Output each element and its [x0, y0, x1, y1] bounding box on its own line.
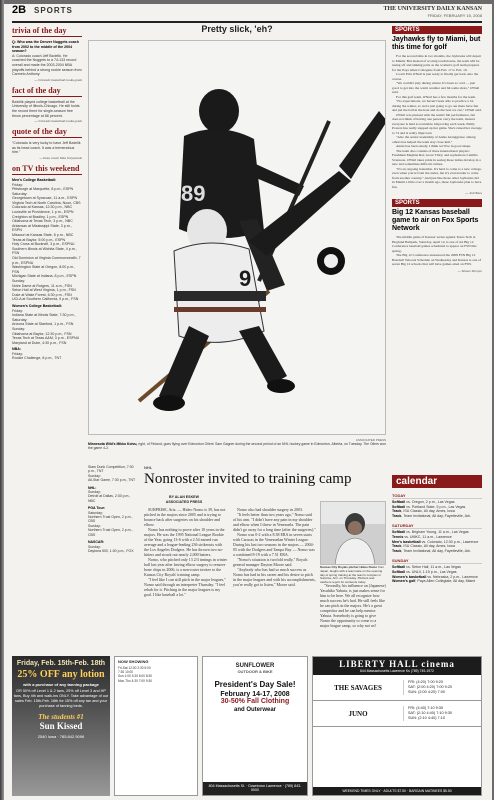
header-rule — [12, 21, 482, 23]
tv-listing-line: Texas Tech at Texas A&M, 3 p.m., ESPNU — [12, 336, 80, 341]
calendar-event-sport: Men's basketball — [392, 539, 421, 544]
film-listings — [313, 675, 481, 727]
tv-section-head: Men's College Basketball: — [12, 177, 57, 182]
quote-title: quote of the day — [12, 127, 82, 138]
film-time-line: FRI: (4:40) 7:10 9:30 — [408, 706, 444, 710]
calendar-event-sport: Track — [392, 513, 402, 518]
tv-title: on TV this weekend — [12, 164, 82, 175]
tv-listing-line: Colorado at Kansas, 12:30 p.m., NBC — [12, 205, 73, 210]
liberty-hall-name: LIBERTY HALL cinema — [339, 659, 455, 669]
tv-listing-line: Georgetown at Syracuse, 11 a.m., ESPN — [12, 196, 78, 201]
calendar-title: calendar — [392, 475, 482, 488]
calendar-event-sport: Track — [392, 544, 402, 549]
fact-title: fact of the day — [12, 86, 82, 97]
sunflower-sale-offer: 30-50% Fall Clothing — [220, 698, 290, 705]
article-paragraph: "Nomo's situation is twofold really," Royals general manager Dayton Moore said. — [233, 557, 308, 567]
quote-credit: — Duke coach Mike Krzyzewski — [39, 155, 82, 160]
tv-listing-line: Rookie Challenge, 8 p.m., TNT — [12, 356, 62, 361]
film-title: JUNO — [348, 709, 368, 718]
tv-continued-lines — [88, 465, 138, 553]
liberty-hall-address: 644 Massachusetts Lawrence Ks (785) 749-1972 — [360, 669, 434, 673]
calendar-event — [392, 549, 482, 554]
tanning-ad-offer: 25% OFF any lotion — [17, 669, 105, 680]
tv-listing-line: Indiana State at Illinois State, 7:30 p.m., — [12, 313, 76, 318]
calendar-event-sport: Tennis — [392, 534, 404, 539]
sunflower-logo-sub: OUTDOOR & BIKE — [237, 669, 273, 674]
tv-section-head: Women's College Basketball: — [12, 303, 62, 308]
calendar-event-sport: Women's golf — [392, 579, 416, 584]
showtimes-rows — [115, 666, 197, 683]
nomo-caption-text: from Japan, laughs with a teammate on the opening day of spring training at the team's complex in Surprise, Ariz. on Thursday. Pitchers and catchers report for workouts today. — [320, 565, 385, 585]
tanning-ad-tagline: The students #1 — [38, 713, 84, 721]
film-time-line: SUN: (2:00 4:20) 7:00 — [408, 690, 445, 694]
right-column — [392, 26, 482, 471]
trivia-credit: — Colorado basketball media guide — [34, 77, 82, 82]
film-time-line: SAT: (2:00 4:20) 7:00 9:20 — [408, 685, 453, 689]
trivia-question: Q: Who was the Denver Nuggets coach from 2002 to the middle of the 2004 season? — [12, 40, 79, 54]
nomo-caption-lead: Kansas City Royals pitcher Hideo Nomo — [320, 565, 378, 569]
tv-listings-continued — [88, 465, 138, 651]
tv-continued-line: Slam Dunk Competition, 7:30 p.m., TNT — [88, 465, 134, 474]
sunflower-ad[interactable] — [202, 656, 308, 796]
baseball-paragraph: The middle game of Kansas' series against Texas Tech at Hoglund Ballpark, Saturday, April 12, is one of six Big 12 Conference baseball games scheduled to appear on FSN this spring. — [392, 235, 477, 253]
sunflower-logo: SUNFLOWER — [235, 663, 275, 669]
quote-text: "Colorado is very lucky to have Jeff Bzdelik as its head coach. It was a tremendous hire." — [12, 141, 81, 155]
sunflower-footer: 804 Massachusetts St. · Downtown Lawrence · (785) 843-5000 — [203, 782, 307, 795]
calendar-event-detail: vs. UNLV, 1:15 p.m., Las Vegas — [405, 569, 457, 574]
article-kicker: NHL — [144, 465, 153, 470]
trivia-title: trivia of the day — [12, 26, 82, 37]
article-byline — [144, 495, 224, 504]
tv-continued-line: All-Star Game, 7:30 p.m., TNT — [88, 478, 136, 483]
right-section-label-1: SPORTS — [392, 26, 482, 34]
tv-listing-line: Creighton at Bradley, 1 p.m., ESPN — [12, 214, 69, 219]
tv-listing-line: Southern Illinois at Wichita State, 4 p.m., FSN — [12, 246, 77, 256]
tanning-ad-condition: with a purchase of any tanning package — [23, 682, 99, 687]
calendar-days — [392, 493, 482, 584]
film-title: THE SAVAGES — [334, 683, 382, 692]
film-times — [403, 706, 481, 721]
calendar-event-sport: Softball — [392, 504, 406, 509]
baseball-article-body — [392, 235, 482, 267]
byline-agency: ASSOCIATED PRESS — [165, 499, 203, 504]
golf-article-body — [392, 54, 482, 189]
tv-listing-line: Duke at Wake Forest, 6:30 p.m., FSN — [12, 292, 72, 297]
golf-paragraph: "No expectations, we haven't been able to practice a lot during the winter, so we're just going to go out there have fun and put the ball in the hole and do the best we can," O'Neil said. — [392, 99, 482, 112]
golf-paragraph: "Also the senior leadership of Annie Gianggrasso among others has helped the team stay close knit." — [392, 135, 476, 144]
showtime-row: Fri-Sat 12:00 2:30 5:00 — [118, 666, 151, 670]
tv-continued-line: Sunday: — [88, 490, 101, 495]
tv-listing-line: Virginia Tech at North Carolina, Noon, CBS — [12, 200, 81, 205]
tanning-ad-dates: Friday, Feb. 15th-Feb. 18th — [16, 660, 106, 667]
showtimes-ad[interactable] — [114, 656, 198, 796]
calendar-event-detail: , Paya Allen Collegiate, All day, Miami — [415, 579, 476, 584]
nonroster-article-area — [88, 465, 386, 651]
golf-byline: — Jodi Bass — [465, 191, 482, 195]
tv-continued-line: Sunday: — [88, 473, 101, 478]
calendar-event-sport: Softball — [392, 530, 406, 535]
fact-credit: — Colorado basketball media guide — [34, 119, 82, 124]
tv-listing-line: Maryland at Duke, 4:30 p.m., FSN — [12, 340, 67, 345]
sunflower-sale-dates: February 14-17, 2008 — [220, 691, 290, 698]
baseball-paragraph: The Big 12 Conference announced the 2008 FSN Big 12 Baseball Telecast Schedule on Wednesday and Kansas is one of seven Big 12 schools that will have games aired on FSN. — [392, 253, 482, 266]
film-row — [313, 675, 481, 701]
article-paragraph: Nomo, who pitched only 13 2/3 innings in winter ball last year after having elbow surgery to remove bone chips in 2006, is a non-roster invitee to the Kansas City Royals' training camp. — [144, 557, 227, 577]
page-number: 2B — [12, 4, 27, 16]
article-headline: Nonroster invited to training camp — [144, 471, 352, 487]
tv-continued-line: Detroit at Dallas, 2:30 p.m., NBC — [88, 494, 131, 503]
masthead: THE UNIVERSITY DAILY KANSAN — [383, 6, 482, 12]
tv-listing-line: Holy Cross at Bucknell, 3 p.m., ESPNU — [12, 242, 75, 247]
article-paragraph: "It feels better than two years ago," Nomo said of his arm. "I didn't have any pain in my shoulder and elbow when I threw in Venezuela. The pain didn't go away for a long time (after the surgeries)." — [233, 512, 316, 532]
left-column — [12, 26, 82, 656]
calendar-event-detail: vs. Seton Hall, 11 a.m., Las Vegas — [405, 565, 461, 570]
tv-listing-line: Arkansas at Mississippi State, 3 p.m., ESPN — [12, 223, 72, 233]
tv-listing-line: Michigan State at Indiana, 8 p.m., ESPN — [12, 274, 77, 279]
tv-listing-line: Sunday: — [12, 278, 26, 283]
calendar-event-detail: , Team Invitational, All day, Fayetteville, Ark. — [401, 513, 471, 518]
page-header — [12, 6, 482, 20]
tv-listing-line: Missouri at Kansas State, 6 p.m., NBC — [12, 233, 74, 238]
calendar-event-sport: Softball — [392, 569, 406, 574]
showtimes-head: NOW SHOWING — [118, 659, 149, 664]
tv-listing-line: Notre Dame at Rutgers, 11 a.m., FSN — [12, 283, 72, 288]
liberty-hall-header — [313, 657, 481, 675]
calendar-event-detail: vs. Brigham Young, 11 a.m., Las Vegas — [405, 530, 469, 535]
hockey-photo — [88, 40, 386, 435]
calendar-event-sport: Women's basketball — [392, 574, 427, 579]
byline-name: BY ALAN ESKEW — [169, 495, 199, 499]
tv-continued-line: Saturday: — [88, 510, 103, 515]
showtime-row: Mon-Thu 4:30 7:00 9:30 — [118, 678, 153, 683]
calendar-event-detail: vs. Colorado, 12:30 p.m., Lawrence — [420, 539, 479, 544]
nomo-photo-illustration — [321, 502, 386, 565]
tv-continued-line: Sunday: — [88, 523, 101, 528]
calendar-event-sport: Track — [392, 509, 402, 514]
golf-paragraph: O'Neil was pleased with the team's fall performance, but does not think of having one person carry the team, instead everyone is held accountable. Improving each week, Emily Powers has really stepped up her game. She's raised her average to 74 and is really improved. — [392, 112, 482, 135]
photo-caption — [88, 442, 386, 451]
calendar-event — [392, 579, 482, 584]
tanning-ad-details: OR 50% off Level 1 & 2 tans, 25% off Level 3 and HP tans, Buy 4th and walk-ins ONLY. Take advantage of our sales Feb. 15th-Feb. 18th for 15% off any tan and your purchase of tanning beds. — [13, 689, 109, 708]
baseball-byline: — Shawn Shroyer — [457, 268, 482, 273]
tv-continued-line: Sunday: — [88, 544, 101, 549]
liberty-hall-ad[interactable] — [312, 656, 482, 796]
film-time-line: SUN: (2:10 4:40) 7:10 — [408, 716, 445, 720]
calendar-event-detail: vs. UMKC, 11 a.m., Lawrence — [403, 534, 452, 539]
hockey-photo-illustration — [89, 41, 386, 435]
golf-paragraph: Annie has been steady, I think we'll be in good shape. — [396, 144, 472, 148]
film-time-line: FRI: (4:20) 7:00 9:20 — [408, 680, 444, 684]
tv-listing-line: Arizona State at Stanford, 1 p.m., FSN — [12, 322, 74, 327]
calendar-event-sport: Track — [392, 548, 402, 553]
tv-listing-line: Oklahoma at Baylor, 12:30 p.m., FSN — [12, 331, 72, 336]
article-paragraph: Nomo was 0-2 with a 8.38 ERA in seven starts with Caracas in the Venezuelan Winter League. During his last two seasons in the majors — 2004-05 with the Dodgers and Tampa Bay — Nomo was a combined 8-19 with a 7.51 ERA. — [233, 532, 315, 557]
tv-continued-line: Northern Trust Open, 2 p.m., CBS — [88, 515, 133, 524]
tv-listing-line: Friday: — [12, 308, 23, 313]
article-body-continued — [320, 583, 386, 651]
article-paragraph: "Secondly, his influence on (Japanese) Yasuhiko Yabuta, is just makes sense for him to be here. We all recognize how much success he's had. He still feels like he can pitch in the majors. He's a great competitor and he can help mentor Yabuta. Somebody is going to give Nomo the opportunity to come to a major league camp, so why not us? — [320, 583, 386, 628]
tv-listing-line: Old Dominion at Virginia Commonwealth, 7 p.m., ESPNU — [12, 256, 81, 265]
tv-listing-line: Pittsburgh at Marquette, 8 p.m., ESPN — [12, 187, 74, 192]
tv-listing-line: UCLA at Southern California, 9 p.m., FSN — [12, 297, 79, 302]
calendar-event-detail: , ISU Classic, All day, Ames, Iowa — [401, 509, 455, 514]
section-name: SPORTS — [34, 6, 73, 15]
tv-listing-line: Texas at Baylor, 5:00 p.m., ESPN — [12, 237, 66, 242]
tv-listing-line: Oklahoma at Texas Tech, 3 p.m., NBC — [12, 219, 73, 224]
trivia-answer: A: Colorado coach Jeff Bzdelik. He coached the Nuggets to a 74-133 record overall and made the 2003-2004 NBA playoffs behind a strong rookie season from Carmelo Anthony. — [12, 53, 82, 77]
jersey-back-number: 89 — [181, 181, 206, 206]
tv-listing-line: Washington State at Oregon, 8:00 p.m., FSN — [12, 265, 76, 274]
tanning-ad[interactable] — [12, 656, 110, 796]
calendar-day-label: TODAY — [392, 493, 482, 499]
film-times — [403, 680, 481, 695]
fact-text: Bzdelik played college basketball at the University of Illinois-Chicago. He still holds the record there for single-season free throw percentage at 88 percent. — [12, 99, 80, 118]
tv-listing-line: Saturday: — [12, 317, 28, 322]
calendar-event-detail: vs. Nebraska, 2 p.m., Lawrence — [426, 574, 478, 579]
article-paragraph: SURPRISE, Ariz. — Hideo Nomo is 39, has not pitched in the majors since 2005 and is trying to bounce back after surgeries on his shoulder and elbow. — [144, 507, 226, 527]
article-paragraph: Nomo has nothing to prove after 10 years in the majors. He was the 1995 National League Rookie of the Year, going 13-6 with a 2.54 earned run average and a league-leading 236 strikeouts with the Los Angeles Dodgers. He has thrown two no-hitters and struck out nearly 2,000 batters. — [144, 527, 225, 557]
photo-credit: ASSOCIATED PRESS — [355, 438, 386, 442]
golf-paragraph: The team also consists of three international players: Freshmen Meghna Rai, Grace Thiry, and sophomore Camilla Svensson. O'Neil takes pride in seeing these ladies develop in a new and sometimes difficult culture. — [392, 148, 481, 166]
article-paragraph: Nomo also had shoulder surgery in 2003. — [237, 507, 304, 512]
tv-listing-line: Friday: — [12, 351, 23, 356]
tv-continued-line: Daytona 500, 1:00 p.m., FOX — [88, 548, 134, 553]
tv-continued-line: Northern Trust Open, 2 p.m., CBS — [88, 528, 133, 537]
golf-paragraph: For the second time in two months, the Jayhawks will depart to Miami. But instead of scoring touchdowns, the team will be teeing off and sinking putts as the women's golf team prepares for the Paya Allen Collegiate from Feb. 17 to Feb. 19. — [392, 54, 482, 72]
tv-section-head: NBA: — [12, 347, 21, 352]
tv-listing-line: Sunday: — [12, 326, 26, 331]
tv-listings — [12, 178, 82, 361]
film-time-line: SAT: (2:10 4:40) 7:10 9:30 — [408, 711, 453, 715]
tv-listing-line: Friday: — [12, 182, 23, 187]
right-section-label-2: SPORTS — [392, 199, 482, 207]
baseball-headline: Big 12 Kansas baseball game to air on Fox Sports Network — [392, 209, 479, 232]
tv-continued-head-text: PGA Tour: — [88, 506, 106, 511]
photo-title: Pretty slick, 'eh? — [201, 24, 273, 34]
golf-paragraph: "It's an ongoing transition. It's hard to come to a new college, even when you're from the states, but it's even harder to come from another country." And just like those other Jayhawks did in Miami a little over a month ago, these Jayhawks plan to have fun. — [392, 166, 482, 189]
photo-caption-text: right, of Finland, goes flying over Edmonton Oilers' Sam Gagner during the second period of an NHL hockey game in Edmonton, Alberta, on Tuesday. The Oilers won the game 4-2. — [88, 442, 387, 451]
calendar-event-detail: , Team Invitational, All day, Fayetteville, Ark. — [401, 548, 471, 553]
calendar-day-label: SUNDAY — [392, 558, 482, 564]
calendar-event — [392, 514, 482, 519]
tv-listing-line: Seton Hall at West Virginia, 1 p.m., FSN — [12, 288, 76, 293]
calendar-day-label: SATURDAY — [392, 523, 482, 529]
showtime-row: 7:30 10:00 — [118, 670, 134, 675]
calendar-event-detail: vs. Portland State, 5 p.m., Las Vegas — [405, 504, 466, 509]
film-row — [313, 701, 481, 727]
article-body — [144, 507, 316, 651]
tanning-ad-brand: Sun Kissed — [39, 721, 83, 731]
sunflower-sale-offer-2: and Outerwear — [233, 707, 276, 713]
article-paragraph: "Anybody who has had so much success as Nomo has had in his career and his desire to pitch in the major leagues and with his accomplishments, you're really got to listen," Moore said. — [233, 567, 316, 587]
liberty-hall-footer: WEEKEND TIMES ONLY · ADULTS $7.50 · BARGAIN MATINEES $5.50 — [313, 787, 481, 795]
tv-listing-line: Louisville at Providence, 1 p.m., ESPN — [12, 210, 74, 215]
sunflower-sale-title: President's Day Sale! — [214, 680, 296, 689]
calendar-event-detail: vs. Oregon, 2 p.m., Las Vegas — [405, 500, 455, 504]
nomo-photo — [320, 501, 386, 565]
issue-date: FRIDAY, FEBRUARY 15, 2008 — [427, 13, 482, 18]
photo-caption-lead: Minnesota Wild's Mikko Koivu, — [88, 442, 138, 446]
golf-headline: Jayhawks fly to Miami, but this time for golf — [392, 36, 481, 51]
golf-paragraph: Coach Erin O'Neil is just ready to finally get back onto the course. — [392, 72, 479, 81]
tv-continued-head-text: NHL: — [88, 485, 97, 490]
tv-continued-head-text: NASCAR: — [88, 540, 105, 545]
golf-paragraph: "We couldn't play during winter. It's been so cold — just good to get into the warm weather and hit some shots," O'Neil said. — [392, 81, 480, 94]
article-paragraph: "I feel like I can still pitch in the major leagues," Nomo said through an interpreter Thursday. "I feel rehab for it. Pitching in the major leagues is my goal. I like baseball a lot." — [144, 577, 226, 597]
showtime-row: Sun 1:00 3:30 6:00 8:30 — [118, 674, 153, 679]
calendar-event-sport: Softball — [392, 565, 406, 570]
calendar-event-sport: Softball — [392, 500, 406, 504]
tv-listing-line: Saturday: — [12, 191, 28, 196]
tanning-ad-address: 2540 Iowa · 785.842.5096 — [37, 734, 85, 739]
golf-paragraph: For this golf team, O'Neil has a few months for the team. — [396, 94, 476, 99]
jersey-front-number: 9 — [239, 266, 252, 291]
calendar-event-detail: , ISU Classic, All day, Ames, Iowa — [401, 544, 455, 549]
